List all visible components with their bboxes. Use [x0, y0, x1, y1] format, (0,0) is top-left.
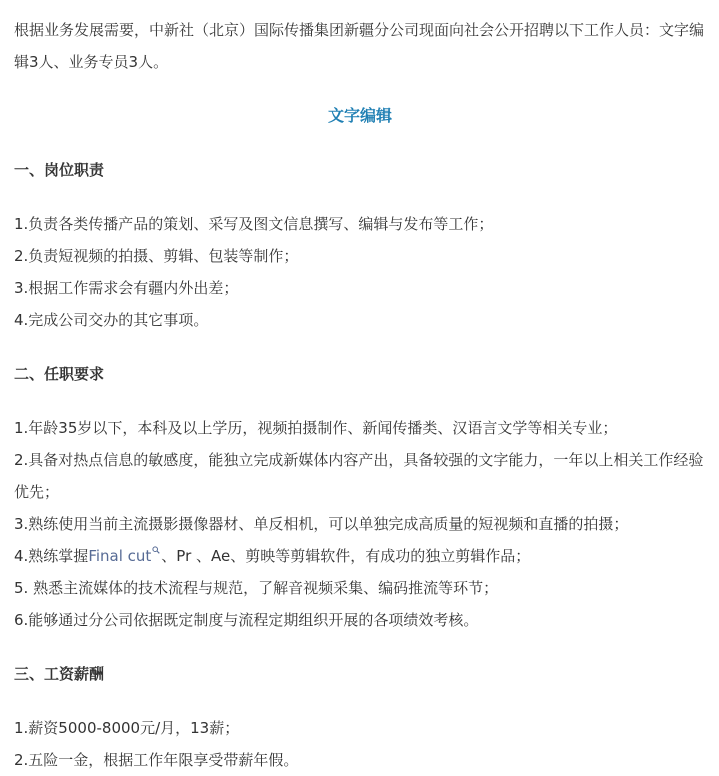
spacer	[14, 132, 706, 154]
search-icon[interactable]	[152, 546, 160, 554]
spacer	[14, 690, 706, 712]
section-heading-salary: 三、工资薪酬	[14, 665, 105, 683]
spacer	[14, 336, 706, 358]
spacer	[14, 390, 706, 412]
salary-item: 1.薪资5000-8000元/月，13薪；	[14, 719, 240, 737]
requirement-item-suffix: 、Pr 、Ae、剪映等剪辑软件，有成功的独立剪辑作品；	[161, 547, 531, 565]
spacer	[14, 186, 706, 208]
article-body	[14, 14, 706, 776]
section-heading-requirements: 二、任职要求	[14, 365, 105, 383]
salary-item: 2.五险一金，根据工作年限享受带薪年假。	[14, 751, 299, 769]
section-heading-duties: 一、岗位职责	[14, 161, 105, 179]
search-link-final-cut[interactable]: Final cut	[88, 547, 152, 565]
duty-item: 2.负责短视频的拍摄、剪辑、包装等制作；	[14, 247, 299, 265]
intro-paragraph: 根据业务发展需要，中新社（北京）国际传播集团新疆分公司现面向社会公开招聘以下工作人员：文字编辑3人、业务专员3人。	[14, 21, 705, 71]
requirement-item: 6.能够通过分公司依据既定制度与流程定期组织开展的各项绩效考核。	[14, 611, 479, 629]
duty-item: 3.根据工作需求会有疆内外出差；	[14, 279, 239, 297]
requirement-item: 3.熟练使用当前主流摄影摄像器材、单反相机，可以单独完成高质量的短视频和直播的拍摄；	[14, 515, 629, 533]
requirement-item: 1.年龄35岁以下，本科及以上学历，视频拍摄制作、新闻传播类、汉语言文学等相关专业；	[14, 419, 618, 437]
requirement-item-prefix: 4.熟练掌握	[14, 547, 89, 565]
spacer	[14, 636, 706, 658]
requirement-item: 5. 熟悉主流媒体的技术流程与规范，了解音视频采集、编码推流等环节；	[14, 579, 499, 597]
duty-item: 4.完成公司交办的其它事项。	[14, 311, 209, 329]
position-title: 文字编辑	[327, 106, 392, 125]
requirement-item	[14, 540, 706, 572]
duty-item: 1.负责各类传播产品的策划、采写及图文信息撰写、编辑与发布等工作；	[14, 215, 494, 233]
requirement-item: 2.具备对热点信息的敏感度，能独立完成新媒体内容产出，具备较强的文字能力，一年以上相关工作经验优先；	[14, 451, 704, 501]
spacer	[14, 78, 706, 100]
